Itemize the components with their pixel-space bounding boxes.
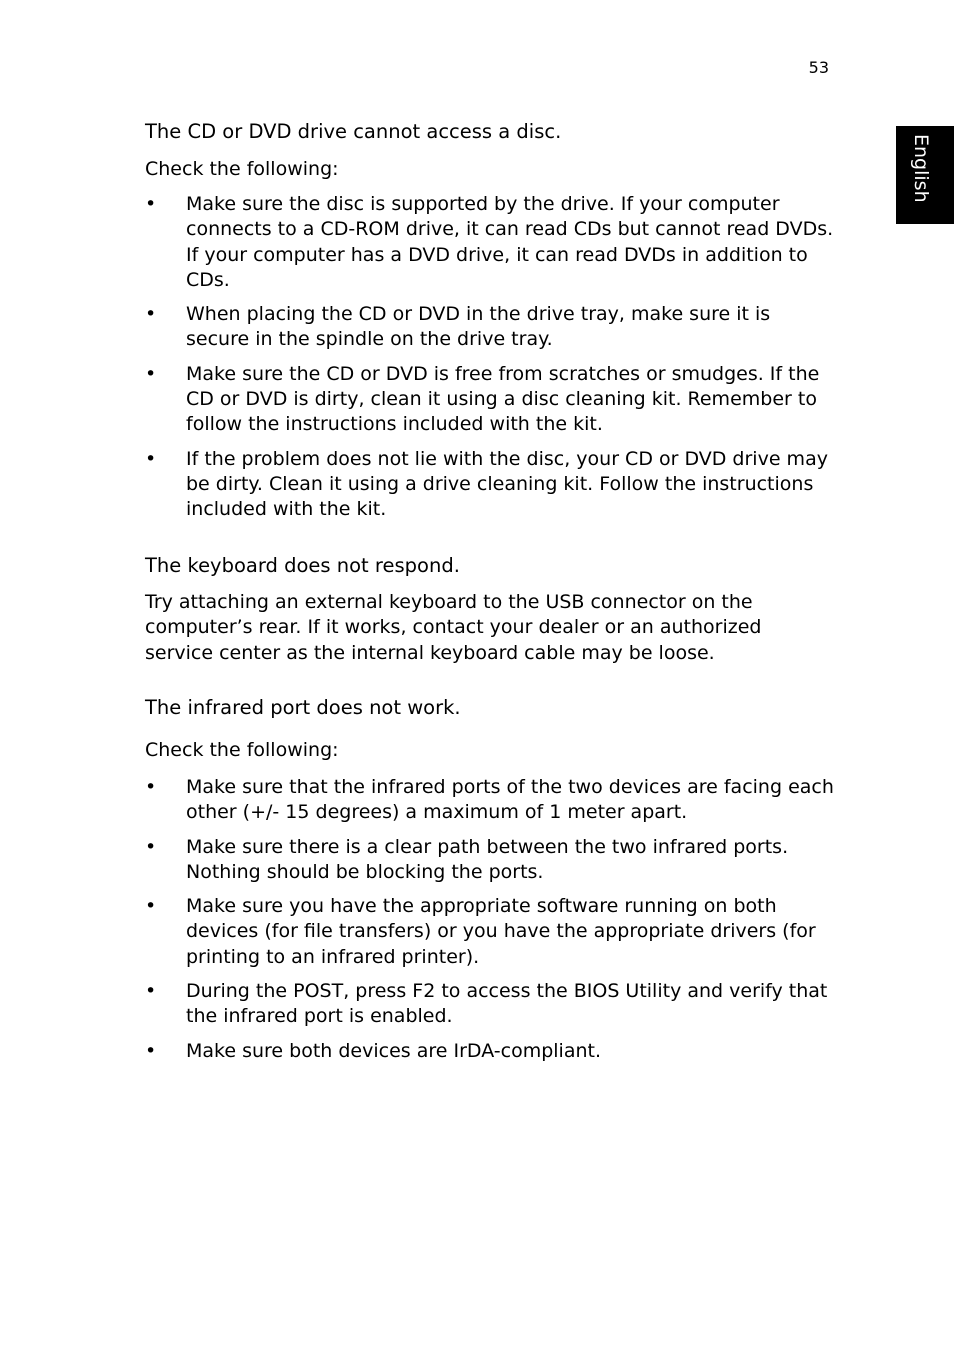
- language-tab-label: English: [910, 134, 932, 203]
- list-item: [145, 835, 835, 886]
- language-tab: [896, 126, 954, 224]
- post-text-after: to access the BIOS Utility and verify that the infrared port is enabled.: [186, 980, 828, 1028]
- section-heading-keyboard: The keyboard does not respond.: [145, 554, 460, 577]
- list-item: [145, 1039, 835, 1064]
- section-heading-infrared: The infrared port does not work.: [145, 696, 461, 719]
- section-intro-infrared: Check the following:: [145, 739, 339, 761]
- section-heading-cd-dvd: The CD or DVD drive cannot access a disc.: [145, 120, 562, 143]
- list-item: [145, 302, 835, 353]
- section-intro-cd-dvd: Check the following:: [145, 158, 339, 180]
- bullet-list-cd-dvd: [145, 192, 835, 523]
- bullet-glyph: •: [145, 776, 157, 798]
- bullet-glyph: •: [145, 980, 157, 1003]
- page-number: 53: [808, 58, 829, 77]
- list-item-text: Make sure you have the appropriate software running on both devices (for file transfers) or you have the appropriate drivers (for printing to an infrared printer).: [186, 895, 816, 968]
- list-item: [145, 192, 835, 293]
- bullet-glyph: •: [145, 1039, 157, 1062]
- list-item-text: Make sure that the infrared ports of the two devices are facing each other (+/- 15 degrees) a maximum of 1 meter apart.: [186, 776, 834, 824]
- section-body-keyboard: Try attaching an external keyboard to the USB connector on the computer’s rear. If it works, contact your dealer or an authorized service center as the internal keyboard cable may be loose.: [145, 591, 762, 664]
- list-item-text: [186, 980, 827, 1027]
- list-item: [145, 894, 835, 970]
- bullet-glyph: •: [145, 835, 157, 858]
- bullet-glyph: •: [145, 895, 157, 918]
- post-text-before: During the POST, press: [186, 980, 413, 1003]
- list-item-text: If the problem does not lie with the disc, your CD or DVD drive may be dirty. Clean it using a drive cleaning kit. Follow the instructions included with the kit.: [186, 447, 828, 521]
- bullet-glyph: •: [145, 447, 157, 470]
- list-item-text: Make sure the disc is supported by the drive. If your computer connects to a CD-ROM drive, it can read CDs but cannot read DVDs. If your computer has a DVD drive, it can read DVDs in addition to CDs.: [186, 193, 834, 291]
- list-item: [145, 775, 835, 826]
- bullet-glyph: •: [145, 193, 157, 215]
- bullet-list-infrared: [145, 775, 835, 1064]
- f2-key-label: F2: [412, 980, 436, 1003]
- list-item-text: When placing the CD or DVD in the drive tray, make sure it is secure in the spindle on the drive tray.: [186, 303, 771, 351]
- list-item-text: Make sure the CD or DVD is free from scratches or smudges. If the CD or DVD is dirty, clean it using a disc cleaning kit. Remember to follow the instructions included with the kit.: [186, 362, 820, 436]
- list-item: [145, 979, 835, 1030]
- bullet-glyph: •: [145, 303, 157, 326]
- list-item: [145, 362, 835, 438]
- bullet-glyph: •: [145, 362, 157, 385]
- list-item-text: Make sure there is a clear path between the two infrared ports. Nothing should be blocking the ports.: [186, 835, 789, 883]
- list-item: [145, 447, 835, 523]
- list-item-text: Make sure both devices are IrDA-compliant.: [186, 1039, 602, 1062]
